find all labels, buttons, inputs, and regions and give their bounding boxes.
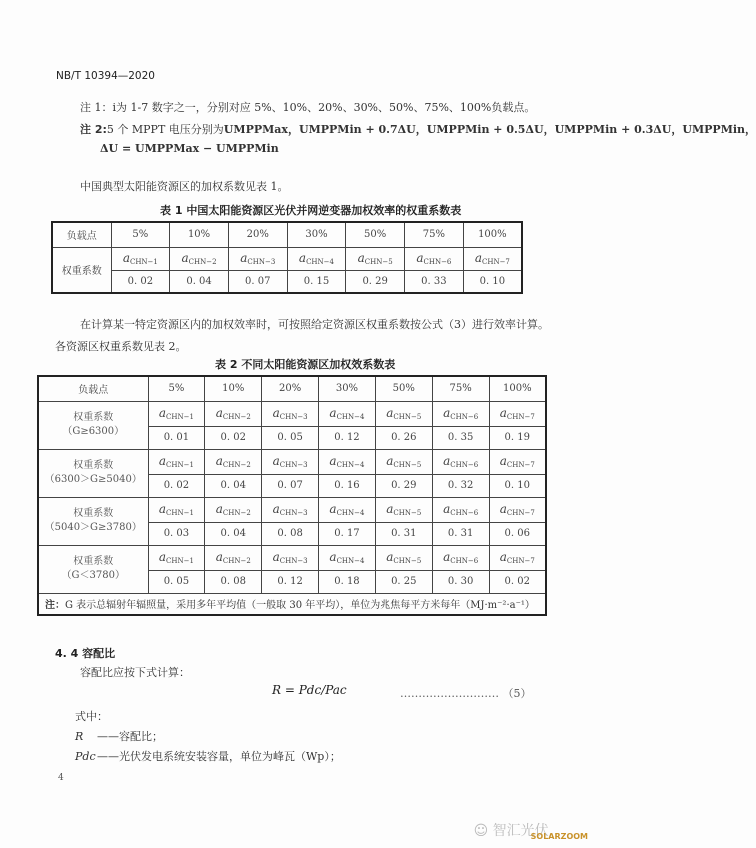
table2-value: 0. 16 bbox=[319, 474, 376, 497]
table2-symbol: aCHN−5 bbox=[375, 401, 432, 426]
group-label-text: 权重系数 bbox=[73, 460, 114, 471]
group-range-text: （6300＞G≥5040） bbox=[44, 474, 142, 485]
table2-symbol: aCHN−5 bbox=[375, 449, 432, 474]
table2-symbol: aCHN−1 bbox=[148, 401, 205, 426]
table2-load-point: 50% bbox=[375, 376, 432, 401]
table2-symbol: aCHN−4 bbox=[319, 545, 376, 570]
table2-symbol: aCHN−2 bbox=[205, 497, 262, 522]
group-range-text: （G≥6300） bbox=[62, 426, 125, 437]
table2-header-row bbox=[38, 376, 546, 401]
table2-symbol: aCHN−6 bbox=[432, 401, 489, 426]
table2-symbol: aCHN−1 bbox=[148, 545, 205, 570]
note-2-prefix: 注 2: bbox=[80, 123, 107, 136]
table1-header-row bbox=[52, 222, 522, 247]
table2-group-label bbox=[38, 401, 148, 449]
document-id: NB/T 10394—2020 bbox=[56, 70, 155, 82]
note-1: 注 1：i为 1-7 数字之一，分别对应 5%、10%、20%、30%、50%、75%、100%负载点。 bbox=[80, 101, 536, 114]
table1-symbol: aCHN−4 bbox=[287, 247, 346, 270]
table2-value: 0. 04 bbox=[205, 522, 262, 545]
table2-group-label bbox=[38, 449, 148, 497]
table1-symbol: aCHN−6 bbox=[405, 247, 464, 270]
table2-value: 0. 12 bbox=[319, 426, 376, 449]
table1-value: 0. 02 bbox=[111, 270, 170, 293]
section-heading: 4. 4 容配比 bbox=[55, 647, 116, 660]
table1-value: 0. 07 bbox=[228, 270, 287, 293]
table2-value: 0. 19 bbox=[489, 426, 546, 449]
table2-value: 0. 30 bbox=[432, 570, 489, 593]
table1-symbol: aCHN−3 bbox=[228, 247, 287, 270]
table1-value: 0. 33 bbox=[405, 270, 464, 293]
group-range-text: （5040＞G≥3780） bbox=[44, 522, 142, 533]
table2-symbol-row bbox=[38, 545, 546, 570]
section-intro: 容配比应按下式计算： bbox=[80, 666, 190, 679]
table1-load-point: 50% bbox=[346, 222, 405, 247]
table2-value: 0. 31 bbox=[375, 522, 432, 545]
paragraph-table1-ref: 中国典型太阳能资源区的加权系数见表 1。 bbox=[80, 180, 289, 193]
paragraph-table2-ref-line2: 各资源区权重系数见表 2。 bbox=[55, 340, 187, 353]
table2-symbol: aCHN−3 bbox=[262, 545, 319, 570]
table2-value: 0. 01 bbox=[148, 426, 205, 449]
table2-symbol: aCHN−3 bbox=[262, 497, 319, 522]
table2-value: 0. 26 bbox=[375, 426, 432, 449]
table2-symbol: aCHN−7 bbox=[489, 545, 546, 570]
table2-symbol: aCHN−7 bbox=[489, 401, 546, 426]
table2 bbox=[37, 375, 547, 616]
table1-symbol-row bbox=[52, 247, 522, 270]
table2-symbol: aCHN−6 bbox=[432, 545, 489, 570]
table2-value: 0. 02 bbox=[205, 426, 262, 449]
table2-symbol: aCHN−6 bbox=[432, 449, 489, 474]
table2-symbol: aCHN−2 bbox=[205, 401, 262, 426]
group-label-text: 权重系数 bbox=[73, 556, 114, 567]
table2-symbol: aCHN−5 bbox=[375, 545, 432, 570]
table2-value: 0. 17 bbox=[319, 522, 376, 545]
table2-value: 0. 12 bbox=[262, 570, 319, 593]
note-2-delta: ΔU = UMPPMax − UMPPMin bbox=[100, 142, 279, 155]
table1-load-point: 10% bbox=[170, 222, 229, 247]
table1-value: 0. 29 bbox=[346, 270, 405, 293]
table2-symbol: aCHN−4 bbox=[319, 401, 376, 426]
table1-value: 0. 04 bbox=[170, 270, 229, 293]
table2-symbol: aCHN−7 bbox=[489, 497, 546, 522]
table2-symbol: aCHN−2 bbox=[205, 449, 262, 474]
table2-value: 0. 02 bbox=[489, 570, 546, 593]
paragraph-table2-ref-line1: 在计算某一特定资源区内的加权效率时，可按照给定资源区权重系数按公式（3）进行效率计算。 bbox=[80, 318, 549, 331]
table2-value: 0. 03 bbox=[148, 522, 205, 545]
table2-value: 0. 02 bbox=[148, 474, 205, 497]
table2-value: 0. 31 bbox=[432, 522, 489, 545]
definition-pdc: Pdc——光伏发电系统安装容量，单位为峰瓦（Wp）； bbox=[75, 750, 341, 763]
table2-symbol: aCHN−4 bbox=[319, 449, 376, 474]
table2-group-label bbox=[38, 497, 148, 545]
table2-note: 注：G 表示总辐射年辐照量，采用多年平均值（一般取 30 年平均），单位为兆焦每平方米每年（MJ·m⁻²·a⁻¹） bbox=[38, 593, 546, 615]
table2-value: 0. 10 bbox=[489, 474, 546, 497]
table2-load-point: 100% bbox=[489, 376, 546, 401]
table2-value: 0. 35 bbox=[432, 426, 489, 449]
page-number: 4 bbox=[58, 773, 64, 783]
table2-load-point: 30% bbox=[319, 376, 376, 401]
table1-symbol: aCHN−1 bbox=[111, 247, 170, 270]
table2-symbol-row bbox=[38, 449, 546, 474]
watermark: ☺ 智汇光伏$_{SOLARZOOM}$ bbox=[473, 823, 588, 841]
formula: R = Pdc/Pac bbox=[272, 683, 347, 697]
table1-load-point: 100% bbox=[463, 222, 522, 247]
table1-caption: 表 1 中国太阳能资源区光伏并网逆变器加权效率的权重系数表 bbox=[160, 204, 462, 217]
table2-load-point: 20% bbox=[262, 376, 319, 401]
table1-value-row bbox=[52, 270, 522, 293]
table1-value: 0. 10 bbox=[463, 270, 522, 293]
table1-load-point: 20% bbox=[228, 222, 287, 247]
table2-value: 0. 25 bbox=[375, 570, 432, 593]
definition-r: R ——容配比； bbox=[75, 730, 163, 743]
table2-symbol: aCHN−1 bbox=[148, 497, 205, 522]
table1-load-label: 负载点 bbox=[52, 222, 111, 247]
table2-symbol-row bbox=[38, 497, 546, 522]
table2-note-row bbox=[38, 593, 546, 615]
table2-group-label bbox=[38, 545, 148, 593]
table2-value: 0. 18 bbox=[319, 570, 376, 593]
table2-value: 0. 07 bbox=[262, 474, 319, 497]
table1-value: 0. 15 bbox=[287, 270, 346, 293]
note-2-formula: UMPPMax，UMPPMin + 0.7ΔU，UMPPMin + 0.5ΔU，UMPPMin + 0.3ΔU，UMPPMin， bbox=[223, 123, 756, 136]
note-2-text: 5 个 MPPT 电压分别为 bbox=[106, 123, 224, 136]
table1-load-point: 30% bbox=[287, 222, 346, 247]
table2-load-point: 10% bbox=[205, 376, 262, 401]
table2-value: 0. 08 bbox=[262, 522, 319, 545]
table2-value: 0. 29 bbox=[375, 474, 432, 497]
table1 bbox=[51, 221, 523, 294]
table2-symbol: aCHN−5 bbox=[375, 497, 432, 522]
table2-value: 0. 05 bbox=[262, 426, 319, 449]
table1-symbol: aCHN−5 bbox=[346, 247, 405, 270]
table2-symbol: aCHN−4 bbox=[319, 497, 376, 522]
where-label: 式中： bbox=[75, 710, 108, 723]
group-range-text: （G＜3780） bbox=[61, 570, 125, 581]
note-2 bbox=[80, 121, 756, 137]
formula-number: ……………………… （5） bbox=[400, 687, 532, 700]
table2-symbol: aCHN−2 bbox=[205, 545, 262, 570]
table2-symbol: aCHN−3 bbox=[262, 401, 319, 426]
table2-value: 0. 05 bbox=[148, 570, 205, 593]
table1-load-point: 5% bbox=[111, 222, 170, 247]
table2-value: 0. 04 bbox=[205, 474, 262, 497]
table2-symbol: aCHN−3 bbox=[262, 449, 319, 474]
table2-symbol-row bbox=[38, 401, 546, 426]
table2-load-label: 负载点 bbox=[38, 376, 148, 401]
table1-symbol: aCHN−7 bbox=[463, 247, 522, 270]
table1-weight-label: 权重系数 bbox=[52, 247, 111, 293]
table2-symbol: aCHN−7 bbox=[489, 449, 546, 474]
table1-load-point: 75% bbox=[405, 222, 464, 247]
table2-symbol: aCHN−6 bbox=[432, 497, 489, 522]
group-label-text: 权重系数 bbox=[73, 412, 114, 423]
table2-value: 0. 06 bbox=[489, 522, 546, 545]
table2-load-point: 75% bbox=[432, 376, 489, 401]
table2-symbol: aCHN−1 bbox=[148, 449, 205, 474]
table2-value: 0. 08 bbox=[205, 570, 262, 593]
table2-value: 0. 32 bbox=[432, 474, 489, 497]
table2-load-point: 5% bbox=[148, 376, 205, 401]
table2-caption: 表 2 不同太阳能资源区加权效系数表 bbox=[215, 358, 396, 371]
group-label-text: 权重系数 bbox=[73, 508, 114, 519]
wechat-icon: ☺ bbox=[473, 823, 489, 839]
table1-symbol: aCHN−2 bbox=[170, 247, 229, 270]
